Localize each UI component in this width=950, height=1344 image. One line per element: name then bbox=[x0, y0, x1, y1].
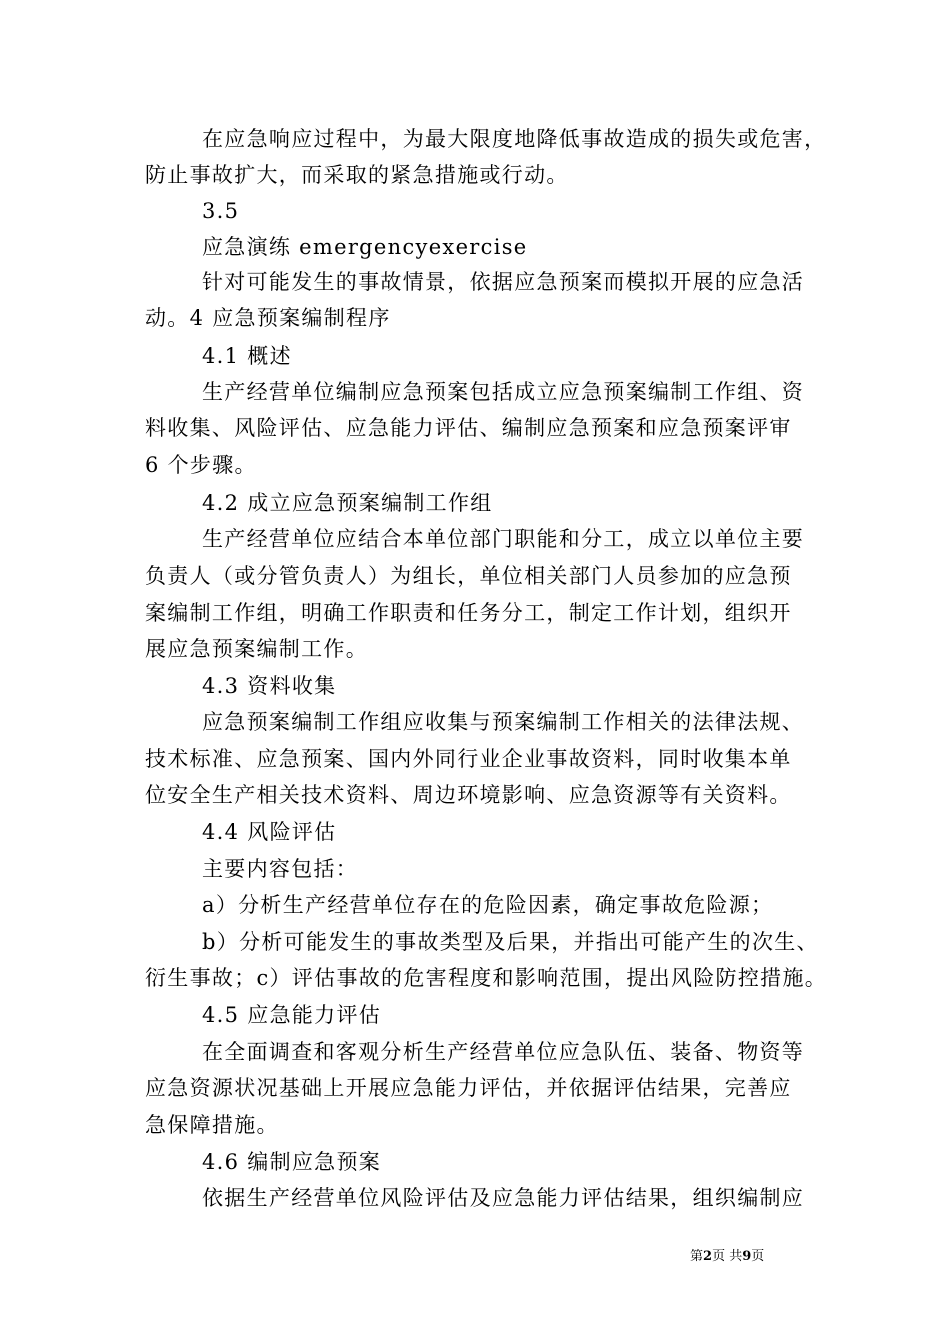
paragraph-line: 在应急响应过程中，为最大限度地降低事故造成的损失或危害， bbox=[202, 127, 827, 151]
paragraph-line: 生产经营单位编制应急预案包括成立应急预案编制工作组、资 bbox=[202, 380, 805, 404]
paragraph-line: 防止事故扩大，而采取的紧急措施或行动。 bbox=[145, 163, 569, 187]
paragraph-line: 展应急预案编制工作。 bbox=[145, 637, 368, 661]
paragraph-line: 主要内容包括： bbox=[202, 857, 359, 881]
section-heading: 4.5 应急能力评估 bbox=[202, 1003, 382, 1027]
section-heading: 4.6 编制应急预案 bbox=[202, 1150, 382, 1174]
paragraph-line: 生产经营单位应结合本单位部门职能和分工，成立以单位主要 bbox=[202, 527, 805, 551]
paragraph-line: 料收集、风险评估、应急能力评估、编制应急预案和应急预案评审 bbox=[145, 416, 792, 440]
section-heading: 4.4 风险评估 bbox=[202, 820, 337, 844]
paragraph-line: 案编制工作组，明确工作职责和任务分工，制定工作计划，组织开 bbox=[145, 601, 792, 625]
current-page-number: 2 bbox=[703, 1249, 713, 1264]
section-heading: 4.1 概述 bbox=[202, 344, 292, 368]
page-middle: 页 共 bbox=[712, 1249, 743, 1264]
term-heading: 应急演练 emergencyexercise bbox=[202, 235, 528, 259]
paragraph-line: 针对可能发生的事故情景，依据应急预案而模拟开展的应急活 bbox=[202, 270, 805, 294]
paragraph-line: 动。4 应急预案编制程序 bbox=[145, 306, 391, 330]
paragraph-line: 在全面调查和客观分析生产经营单位应急队伍、装备、物资等 bbox=[202, 1040, 805, 1064]
paragraph-line: 技术标准、应急预案、国内外同行业企业事故资料，同时收集本单 bbox=[145, 747, 792, 771]
paragraph-line: 依据生产经营单位风险评估及应急能力评估结果，组织编制应 bbox=[202, 1186, 805, 1210]
paragraph-line: 位安全生产相关技术资料、周边环境影响、应急资源等有关资料。 bbox=[145, 783, 792, 807]
total-page-number: 9 bbox=[742, 1249, 752, 1264]
list-item: 衍生事故；c）评估事故的危害程度和影响范围，提出风险防控措施。 bbox=[145, 966, 828, 990]
paragraph-line: 急保障措施。 bbox=[145, 1113, 279, 1137]
paragraph-line: 应急资源状况基础上开展应急能力评估，并依据评估结果，完善应 bbox=[145, 1076, 792, 1100]
list-item: a）分析生产经营单位存在的危险因素，确定事故危险源； bbox=[202, 893, 774, 917]
paragraph-line: 6 个步骤。 bbox=[145, 453, 257, 477]
section-number: 3.5 bbox=[202, 199, 240, 223]
page-suffix: 页 bbox=[751, 1249, 765, 1264]
section-heading: 4.2 成立应急预案编制工作组 bbox=[202, 491, 493, 515]
page-number-footer bbox=[690, 1245, 764, 1264]
list-item: b）分析可能发生的事故类型及后果，并指出可能产生的次生、 bbox=[202, 930, 819, 954]
page-prefix: 第 bbox=[690, 1249, 704, 1264]
section-heading: 4.3 资料收集 bbox=[202, 674, 337, 698]
paragraph-line: 应急预案编制工作组应收集与预案编制工作相关的法律法规、 bbox=[202, 710, 805, 734]
paragraph-line: 负责人（或分管负责人）为组长，单位相关部门人员参加的应急预 bbox=[145, 564, 792, 588]
